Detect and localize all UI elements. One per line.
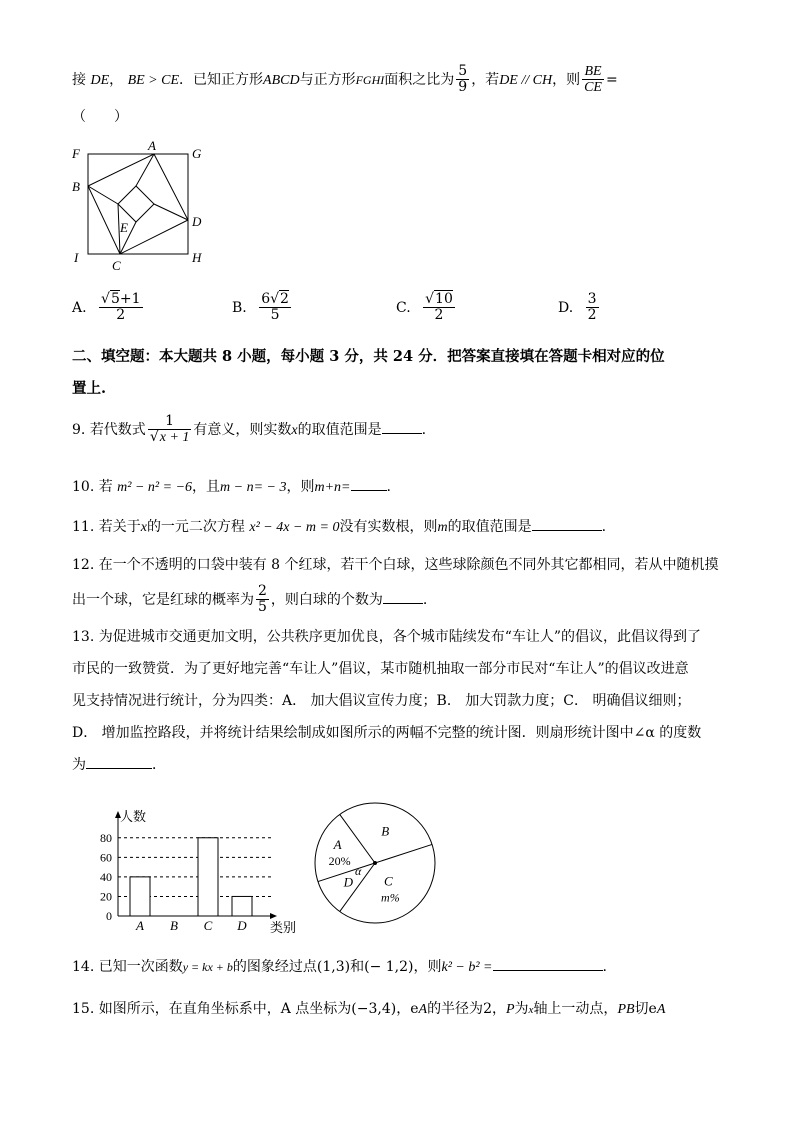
q12-line1: 12. 在一个不透明的口袋中装有 8 个红球，若干个白球，这些球除颜色不同外其它都相同，若从中随机摸 (72, 557, 719, 573)
slice-value-A: 20% (328, 853, 351, 868)
bar-C (198, 838, 218, 916)
label-I: I (74, 250, 79, 265)
x-axis-label: 类别 (270, 920, 297, 935)
segment-inner-2 (154, 204, 188, 220)
slice-label-C: C (384, 873, 393, 889)
section2-heading-2: 置上. (72, 380, 107, 397)
section2-heading-1: 二、填空题：本大题共 8 小题，每小题 3 分，共 24 分．把答案直接填在答题卡相对应的位 (72, 348, 665, 365)
square-abcd (88, 154, 188, 254)
bar-D (232, 896, 252, 916)
q13-line2: 市民的一致赞赏．为了更好地完善“车让人”倡议，某市随机抽取一部分市民对“车让人”的倡议改进意 (72, 661, 689, 677)
x-tick-label: C (203, 918, 213, 933)
option-d[interactable]: D. $\frac{3}{2}$ (558, 291, 597, 324)
y-tick-label: 0 (106, 909, 112, 923)
bar-A (130, 877, 150, 916)
slice-value-C: m% (381, 890, 400, 905)
label-C: C (112, 258, 121, 273)
q11: 11. 若关于x的一元二次方程 x² − 4x − m = 0没有实数根，则m的取值范围是 . (72, 519, 607, 535)
q12-line2: 出一个球，它是红球的概率为 $\frac{2}{5}$ ，则白球的个数为 . (72, 583, 428, 616)
slice-label-A: A (333, 836, 342, 852)
q13-line1: 13. 为促进城市交通更加文明，公共秩序更加优良，各个城市陆续发布“车让人”的倡议，此倡议得到了 (72, 629, 702, 645)
square-fghi (88, 154, 188, 254)
q12-answer-blank[interactable] (383, 591, 423, 604)
y-axis-label: 人数 (120, 809, 147, 824)
x-tick-label: A (136, 918, 144, 933)
x-tick-label: D (237, 918, 247, 933)
q14-answer-blank[interactable] (493, 958, 603, 971)
y-tick-label: 40 (100, 869, 112, 884)
q13-answer-blank[interactable] (86, 756, 152, 769)
y-tick-label: 80 (100, 830, 112, 845)
label-A: A (148, 138, 156, 153)
angle-alpha: α (355, 864, 362, 878)
q8-paren: （ ） (72, 109, 128, 125)
label-H: H (192, 250, 202, 265)
q8-stem: 接 DE， BE > CE．已知正方形ABCD与正方形FGHI面积之比为 $\frac{5}{9}$ ，若DE // CH，则 $\frac{BE}{CE}$ = (72, 63, 618, 96)
slice-label-B: B (381, 823, 390, 839)
ask-fraction: $\frac{BE}{CE}$ (584, 64, 602, 96)
bar-chart (88, 800, 308, 936)
y-tick-label: 60 (100, 850, 112, 865)
label-F: F (72, 146, 80, 161)
option-c[interactable]: C. $\frac{√10}{2}$ (396, 291, 453, 324)
q13-line4: D． 增加监控路段，并将统计结果绘制成如图所示的两幅不完整的统计图．则扇形统计图中∠α 的度数 (72, 725, 702, 741)
q13-line5: 为 ． (72, 757, 166, 773)
label-D: D (192, 214, 202, 229)
x-axis-arrow (270, 913, 277, 919)
inner-square (118, 186, 154, 222)
q10: 10. 若 m² − n² = −6，且m − n= − 3，则m+n= . (72, 479, 391, 495)
q13-line3: 见支持情况进行统计，分为四类：A． 加大倡议宣传力度；B． 加大罚款力度；C． 明确倡议细则； (72, 693, 691, 709)
pie-chart (310, 798, 440, 928)
option-a[interactable]: A. $\frac{√5+1}{2}$ (72, 291, 141, 324)
label-B: B (72, 179, 80, 194)
q9-answer-blank[interactable] (382, 421, 422, 434)
x-tick-label: B (170, 918, 178, 933)
ratio-fraction: $\frac{5}{9}$ (458, 63, 468, 96)
q9: 9. 若代数式 $\frac{1}{√x + 1}$ 有意义，则实数x的取值范围是 . (72, 413, 427, 446)
option-b[interactable]: B. $\frac{6√2}{5}$ (232, 291, 289, 324)
y-tick-label: 20 (100, 889, 112, 904)
q11-answer-blank[interactable] (532, 518, 602, 531)
q10-answer-blank[interactable] (351, 478, 387, 491)
pie-center (373, 861, 377, 865)
q15: 15. 如图所示，在直角坐标系中，A 点坐标为(−3,4)，eA的半径为2，P为x轴上一动点，PB切eA (72, 1001, 666, 1017)
q14: 14. 已知一次函数y = kx + b的图象经过点(1,3)和(− 1,2)，则k² − b² = . (72, 959, 607, 975)
slice-label-D: D (343, 874, 353, 890)
q8-figure (68, 136, 218, 276)
label-E: E (120, 220, 128, 235)
label-G: G (192, 146, 202, 161)
